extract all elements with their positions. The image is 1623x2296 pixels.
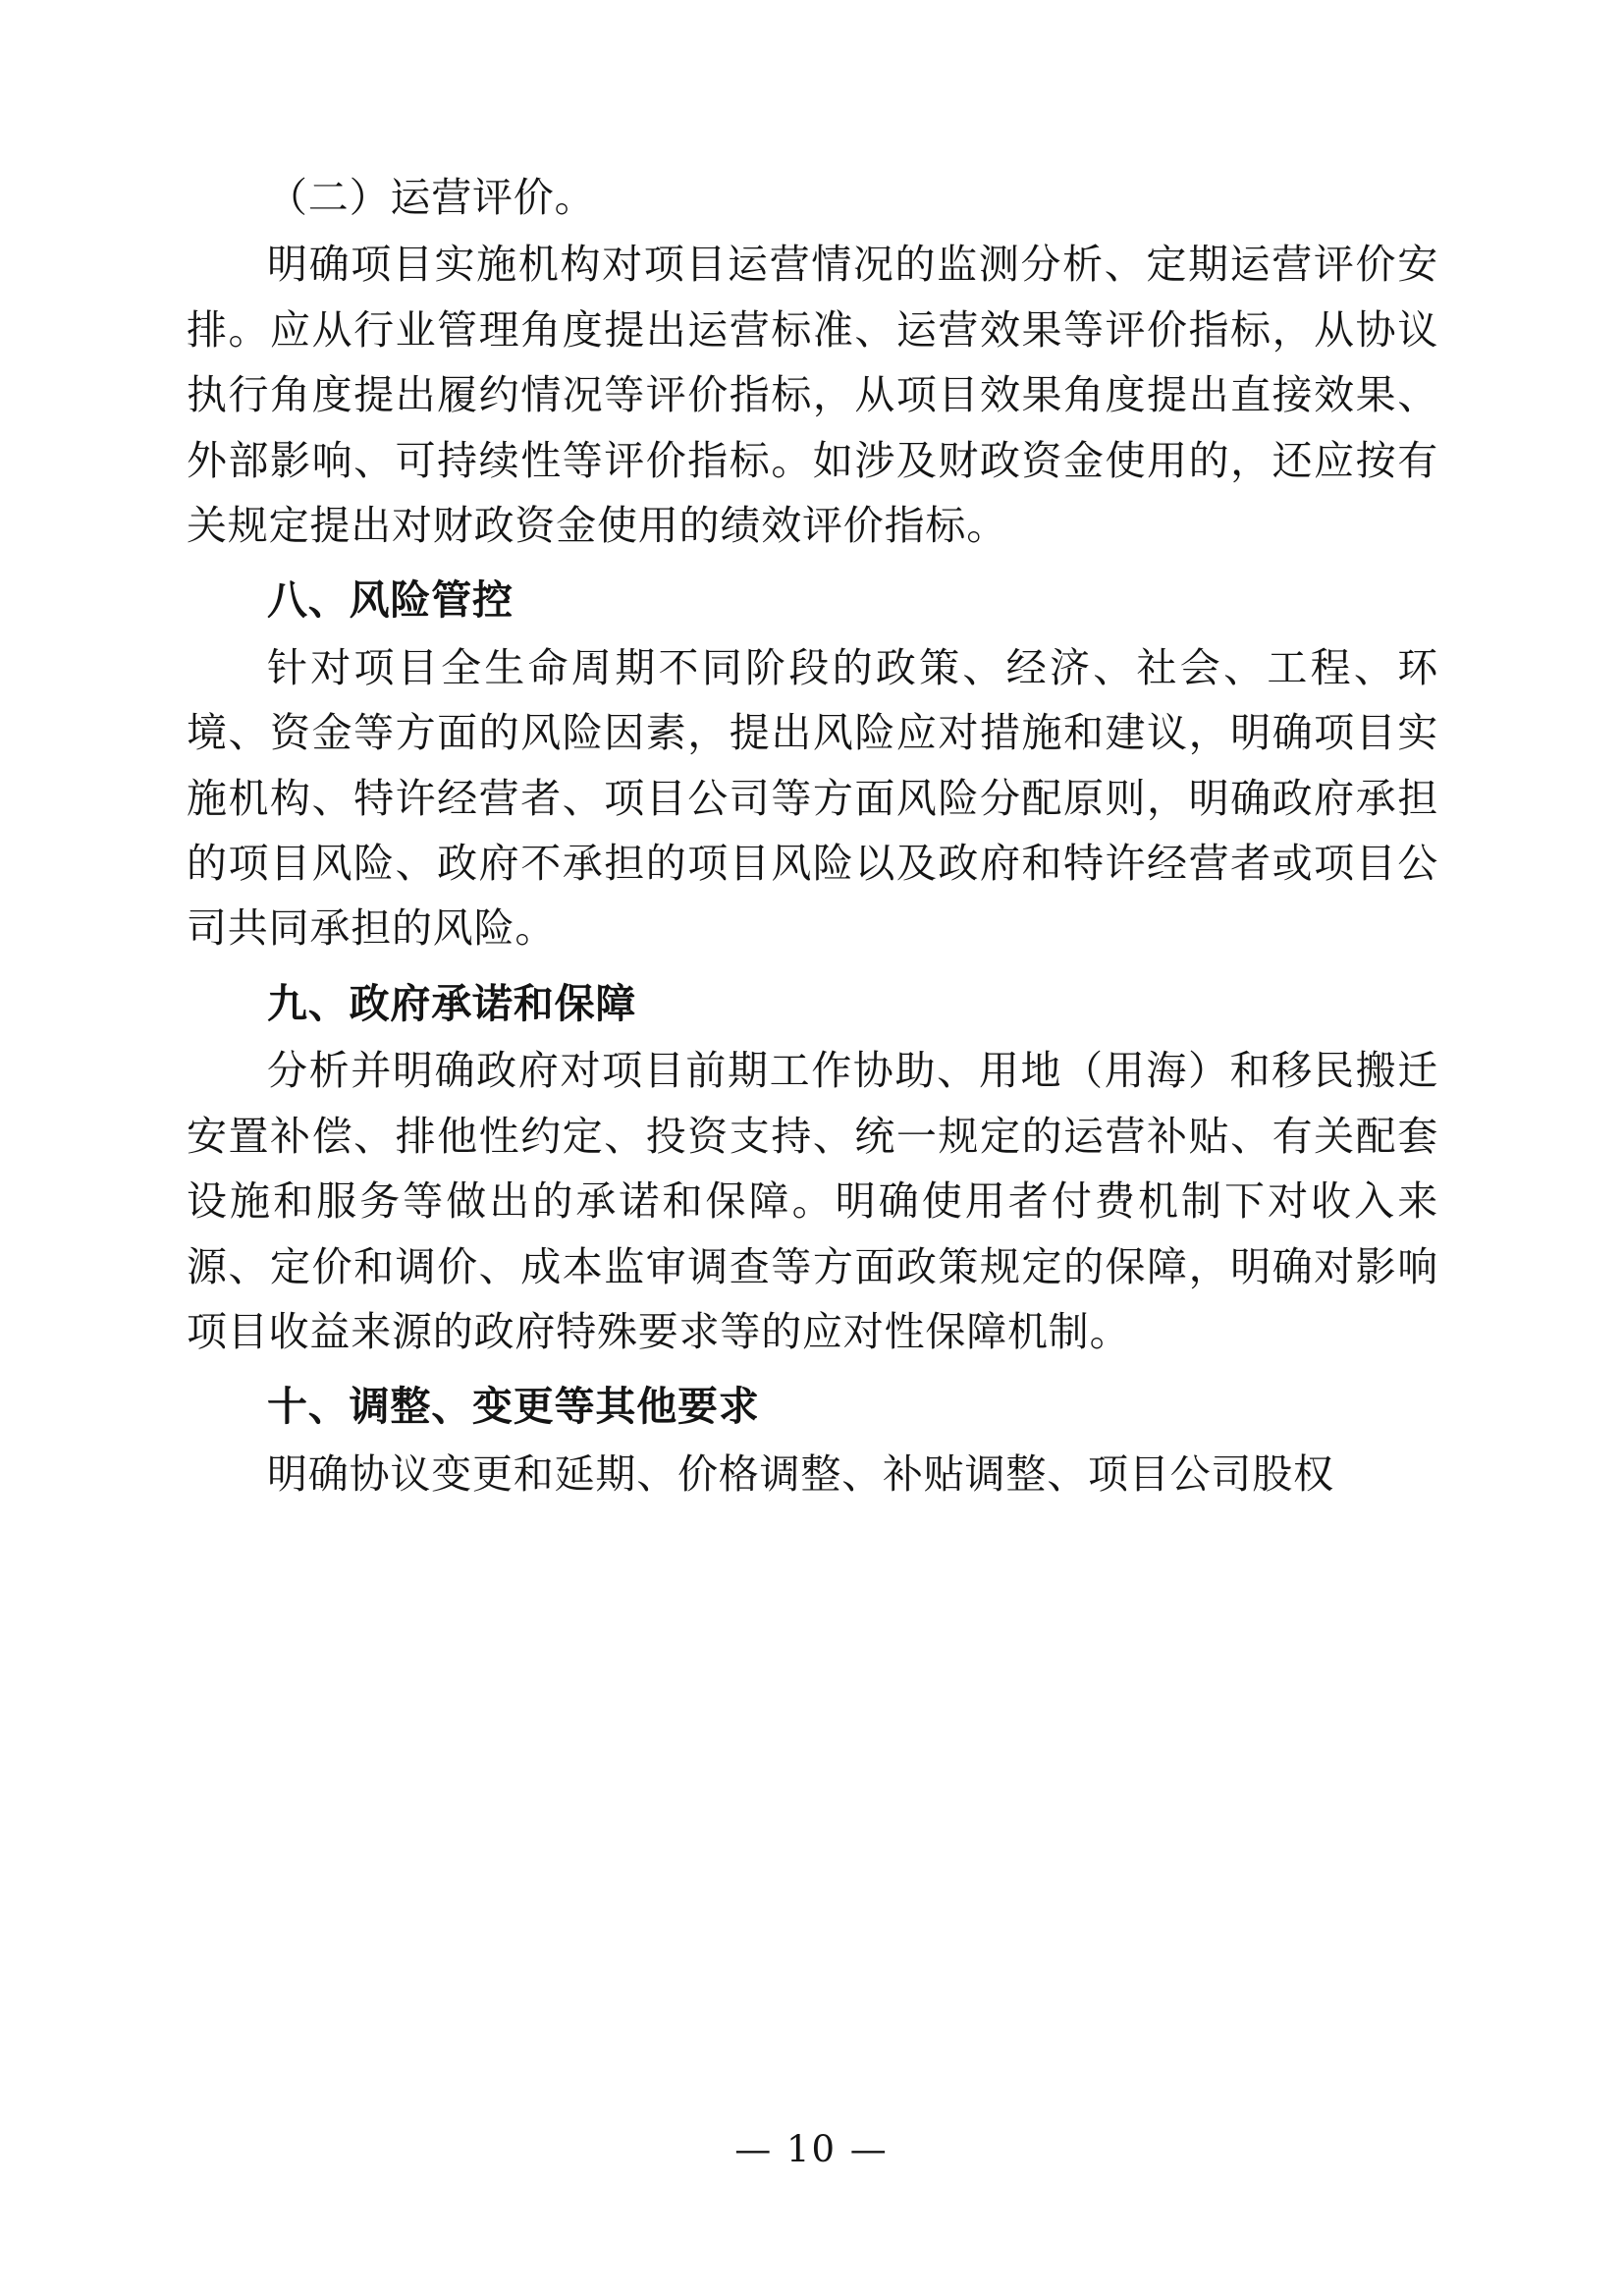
heading-section-10: 十、调整、变更等其他要求 bbox=[267, 1383, 760, 1431]
page-footer bbox=[0, 2128, 1623, 2170]
paragraph-risk-control: 针对项目全生命周期不同阶段的政策、经济、社会、工程、环境、资金等方面的风险因素，提出风险应对措施和建议，明确项目实施机构、特许经营者、项目公司等方面风险分配原则，明确政府承担的项目风险、政府不承担的项目风险以及政府和特许经营者或项目公司共同承担的风险。 bbox=[187, 643, 1438, 953]
heading-section-9: 九、政府承诺和保障 bbox=[267, 979, 637, 1027]
section-2-subheading: （二）运营评价。 bbox=[267, 174, 596, 221]
paragraph-adjustment-requirements: 明确协议变更和延期、价格调整、补贴调整、项目公司股权 bbox=[267, 1449, 1334, 1498]
paragraph-operation-evaluation: 明确项目实施机构对项目运营情况的监测分析、定期运营评价安排。应从行业管理角度提出运营标准、运营效果等评价指标，从协议执行角度提出履约情况等评价指标，从项目效果角度提出直接效果、外部影响、可持续性等评价指标。如涉及财政资金使用的，还应按有关规定提出对财政资金使用的绩效评价指标。 bbox=[187, 241, 1438, 550]
heading-section-8: 八、风险管控 bbox=[267, 576, 514, 625]
page-number: — 10 — bbox=[734, 2128, 889, 2170]
document-body bbox=[187, 165, 1438, 1506]
paragraph-government-commitment: 分析并明确政府对项目前期工作协助、用地（用海）和移民搬迁安置补偿、排他性约定、投资支持、统一规定的运营补贴、有关配套设施和服务等做出的承诺和保障。明确使用者付费机制下对收入来源、定价和调价、成本监审调查等方面政策规定的保障，明确对影响项目收益来源的政府特殊要求等的应对性保障机制。 bbox=[187, 1047, 1438, 1355]
